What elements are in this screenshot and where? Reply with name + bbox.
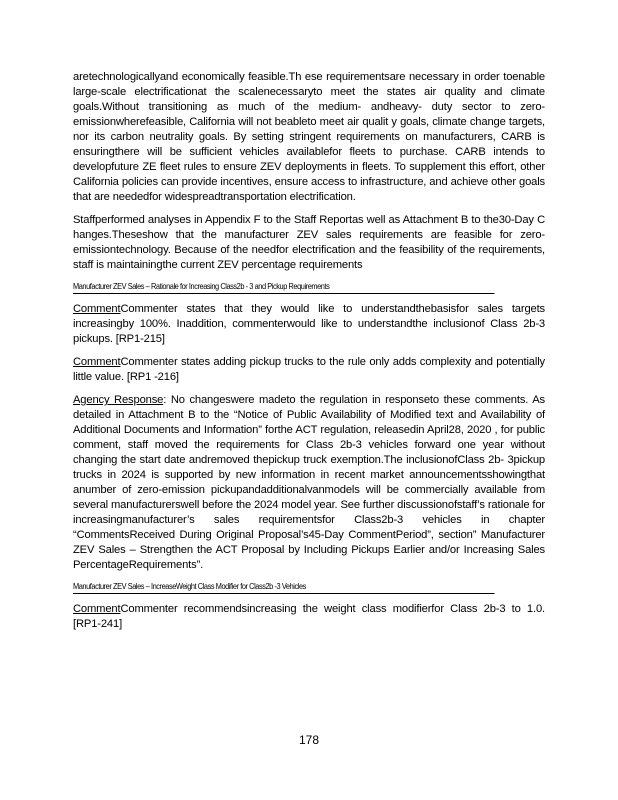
page-content [73, 70, 545, 640]
body-paragraph: Staffperformed analyses in Appendix F to the Staff Reportas well as Attachment B to the30-Day C hanges.Theseshow that the manufacturer ZEV sales requirements are feasible for zero-emissiontechnology. Because of the needfor electrification and the feasibility of the requirements, staff is maintainingthe current ZEV percentage requirements [73, 214, 545, 271]
comment-text: Commenter states that they would like to understandthebasisfor sales targets increasingby 100%. Inaddition, commenterwould like to understandthe inclusionof Class 2b-3 pickups. [RP1-215] [73, 303, 545, 345]
comment-text: Commenter recommendsincreasing the weight class modifierfor Class 2b-3 to 1.0. [RP1-241] [73, 603, 545, 630]
comment-text: Commenter states adding pickup trucks to the rule only adds complexity and potentially little value. [RP1 -216] [73, 356, 545, 383]
comment-label: Comment [73, 356, 121, 368]
response-text: : No changeswere madeto the regulation in responseto these comments. As detailed in Attachment B to the “Notice of Public Availability of Modified text and Availability of Additional Documents and Information” forthe ACT regulation, releasedin April28, 2020 , for public comment, staff moved the requirements for Class 2b-3 vehicles forward one year without changing the start date andremoved thepickup truck exemption.The inclusionofClass 2b- 3pickup trucks in 2024 is supported by new information in recent market announcementsshowingthat anumber of zero-emission pickupandadditionalvanmodels will be commercially available from several manufacturerswell before the 2024 model year. See further discussionofstaff’s rationale for increasingmanufacturer’s sales requirementsfor Class2b-3 vehicles in chapter “CommentsReceived During Original Proposal’s45-Day CommentPeriod”, section” Manufacturer ZEV Sales – Strengthen the ACT Proposal by Including Pickups Earlier and/or Increasing Sales PercentageRequirements”. [73, 394, 545, 571]
response-label: Agency Response [73, 394, 164, 406]
comment-label: Comment [73, 303, 121, 315]
section-heading: Manufacturer ZEV Sales – Rationale for Increasing Class2b - 3 and Pickup Requirements [73, 281, 494, 294]
comment-paragraph [73, 355, 545, 385]
section-heading: Manufacturer ZEV Sales – IncreaseWeight Class Modifier for Class2b -3 Vehicles [73, 581, 494, 594]
comment-label: Comment [73, 603, 121, 615]
agency-response-paragraph [73, 393, 545, 573]
comment-paragraph [73, 302, 545, 347]
comment-paragraph [73, 602, 545, 632]
body-paragraph: aretechnologicallyand economically feasible.Th ese requirementsare necessary in order toenable large-scale electrificationat the scalenecessaryto meet the states air quality and climate goals.Without transitioning as much of the medium- andheavy- duty sector to zero-emissionwherefeasible, California will not beableto meet air qualit y goals, climate change targets, nor its carbon neutrality goals. By setting stringent requirements on manufacturers, CARB is ensuringthere will be sufficient vehicles availablefor fleets to purchase. CARB intends to developfuture ZE fleet rules to ensure ZEV deployments in fleets. To supplement this effort, other California policies can provide incentives, ensure access to infrastructure, and achieve other goals that are neededfor widespreadtransportation electrification. [73, 71, 545, 203]
page-number: 178 [298, 733, 320, 747]
